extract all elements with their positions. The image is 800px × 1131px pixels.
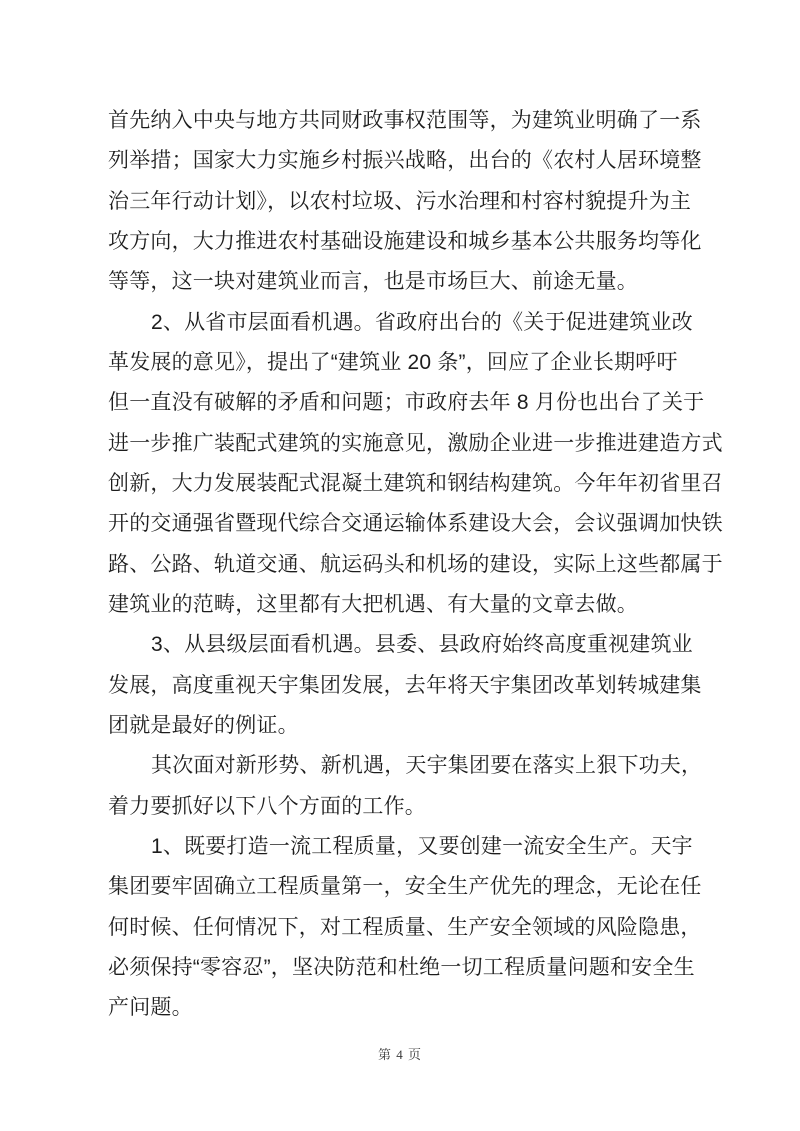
text-line: 1、既要打造一流工程质量，又要创建一流安全生产。天宇 bbox=[151, 834, 693, 858]
paragraph bbox=[108, 827, 702, 1029]
paragraph bbox=[108, 746, 703, 827]
text-line: 2、从省市层面看机遇。省政府出台的《关于促进建筑业改 bbox=[151, 310, 693, 334]
text-line: 但一直没有破解的矛盾和问题；市政府去年 8 月份也出台了关于 bbox=[108, 391, 705, 415]
text-line: 团就是最好的例证。 bbox=[108, 713, 299, 737]
page-number: 第 4 页 bbox=[377, 1047, 422, 1062]
text-line: 列举措；国家大力实施乡村振兴战略，出台的《农村人居环境整 bbox=[108, 149, 702, 173]
paragraph bbox=[108, 101, 702, 303]
text-line: 发展，高度重视天宇集团发展，去年将天宇集团改革划转城建集 bbox=[108, 673, 702, 697]
text-line: 革发展的意见》，提出了“建筑业 20 条”，回应了企业长期呼吁 bbox=[108, 350, 678, 374]
text-line: 集团要牢固确立工程质量第一，安全生产优先的理念，无论在任 bbox=[108, 875, 702, 899]
text-line: 等等，这一块对建筑业而言，也是市场巨大、前途无量。 bbox=[108, 270, 638, 294]
text-line: 着力要抓好以下八个方面的工作。 bbox=[108, 794, 426, 818]
document-body bbox=[108, 101, 723, 1029]
text-line: 路、公路、轨道交通、航运码头和机场的建设，实际上这些都属于 bbox=[108, 552, 723, 576]
text-line: 何时候、任何情况下，对工程质量、生产安全领域的风险隐患， bbox=[108, 915, 702, 939]
text-line: 建筑业的范畴，这里都有大把机遇、有大量的文章去做。 bbox=[108, 592, 638, 616]
text-line: 开的交通强省暨现代综合交通运输体系建设大会，会议强调加快铁 bbox=[108, 512, 723, 536]
text-line: 其次面对新形势、新机遇，天宇集团要在落实上狠下功夫， bbox=[151, 754, 703, 778]
paragraph bbox=[108, 625, 702, 746]
text-line: 3、从县级层面看机遇。县委、县政府始终高度重视建筑业 bbox=[151, 633, 693, 657]
text-line: 首先纳入中央与地方共同财政事权范围等，为建筑业明确了一系 bbox=[108, 109, 702, 132]
text-line: 治三年行动计划》，以农村垃圾、污水治理和村容村貌提升为主 bbox=[108, 189, 692, 213]
text-line: 进一步推广装配式建筑的实施意见，激励企业进一步推进建造方式 bbox=[108, 431, 723, 455]
paragraph bbox=[108, 303, 723, 626]
text-line: 创新，大力发展装配式混凝土建筑和钢结构建筑。今年年初省里召 bbox=[108, 471, 723, 495]
text-line: 必须保持“零容忍”，坚决防范和杜绝一切工程质量问题和安全生 bbox=[108, 955, 695, 979]
text-line: 攻方向，大力推进农村基础设施建设和城乡基本公共服务均等化 bbox=[108, 229, 702, 253]
page-footer bbox=[0, 1046, 800, 1064]
text-line: 产问题。 bbox=[108, 996, 193, 1020]
